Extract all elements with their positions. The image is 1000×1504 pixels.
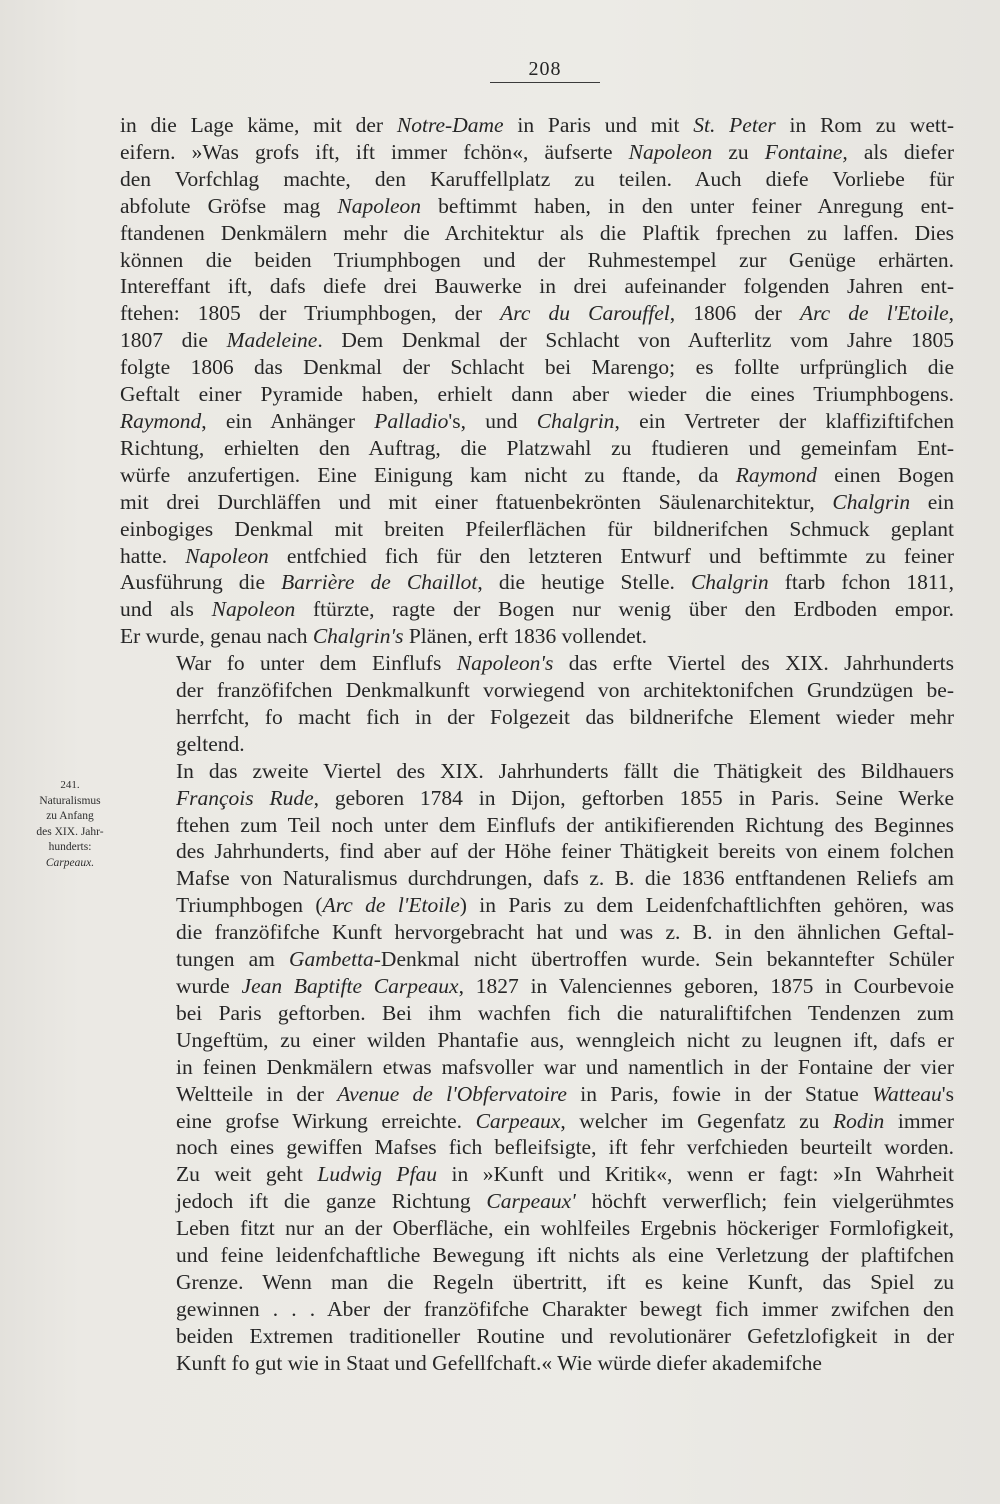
margin-note-line: des XIX. Jahr- [36, 825, 104, 838]
text-line: mit drei Durchläffen und mit einer ftatuenbekrönten Säulenarchitektur, Chalgrin ein [120, 489, 954, 514]
text-line: tungen am Gambetta-Denkmal nicht übertroffen wurde. Sein bekanntefter Schüler [176, 947, 954, 972]
text-line: Intereffant ift, dafs diefe drei Bauwerke in drei aufeinander folgenden Jahren ent- [120, 274, 954, 299]
text-line: des Jahrhunderts, find aber auf der Höhe feiner Thätigkeit bereits von einem folchen [176, 839, 954, 864]
paragraph [120, 112, 954, 650]
text-line: die franzöfifche Kunft hervorgebracht hat und was z. B. in den ähnlichen Geftal- [176, 920, 954, 945]
text-line: herrfcht, fo macht fich in der Folgezeit das bildnerifche Element wieder mehr [176, 704, 954, 729]
text-line: Richtung, erhielten den Auftrag, die Platzwahl zu ftudieren und gemeinfam Ent- [120, 435, 954, 460]
text-line: ftehen zum Teil noch unter dem Einflufs der antikifierenden Richtung des Beginnes [176, 812, 954, 837]
text-line: Kunft fo gut wie in Staat und Gefellfchaft.« Wie würde diefer akademifche [176, 1350, 822, 1375]
text-line: gewinnen . . . Aber der franzöfifche Charakter bewegt fich immer zwifchen den [176, 1296, 954, 1321]
page-number-rule [490, 82, 600, 83]
text-line: abfolute Gröfse mag Napoleon beftimmt haben, in den unter feiner Anregung ent- [120, 193, 954, 218]
text-line: Ungeftüm, zu einer wilden Phantafie aus, wenngleich nicht zu leugnen ift, dafs er [176, 1027, 954, 1052]
text-line: beiden Extremen traditioneller Routine und revolutionärer Gefetzlofigkeit in der [176, 1323, 954, 1348]
text-line: eine grofse Wirkung erreichte. Carpeaux, welcher im Gegenfatz zu Rodin immer [176, 1108, 955, 1133]
text-line: ftandenen Denkmälern mehr die Architektur als die Plaftik fprechen zu laffen. Dies [120, 220, 954, 245]
text-line: können die beiden Triumphbogen und der Ruhmestempel zur Genüge erhärten. [120, 247, 954, 272]
margin-note-line: Carpeaux. [45, 856, 95, 869]
text-line: in die Lage käme, mit der Notre-Dame in Paris und mit St. Peter in Rom zu wett- [120, 113, 954, 137]
text-line: einbogiges Denkmal mit breiten Pfeilerflächen für bildnerifchen Schmuck geplant [120, 516, 954, 541]
text-line: Leben fitzt nur an der Oberfläche, ein wohlfeiles Ergebnis höckeriger Formlofigkeit, [176, 1216, 954, 1241]
text-line: ftehen: 1805 der Triumphbogen, der Arc du Carouffel, 1806 der Arc de l'Etoile, [120, 301, 954, 326]
text-line: Mafse von Naturalismus durchdrungen, dafs z. B. die 1836 entftandenen Reliefs am [176, 866, 954, 891]
text-line: Zu weit geht Ludwig Pfau in »Kunft und Kritik«, wenn er fagt: »In Wahrheit [176, 1162, 954, 1187]
text-line: Weltteile in der Avenue de l'Obfervatoire in Paris, fowie in der Statue Watteau's [176, 1081, 954, 1106]
text-line: War fo unter dem Einflufs Napoleon's das erfte Viertel des XIX. Jahrhunderts [176, 651, 954, 676]
text-line: und als Napoleon ftürzte, ragte der Bogen nur wenig über den Erdboden empor. [120, 597, 954, 622]
margin-note-line: hunderts: [48, 841, 92, 853]
text-line: François Rude, geboren 1784 in Dijon, geftorben 1855 in Paris. Seine Werke [176, 785, 954, 810]
text-line: Geftalt einer Pyramide haben, erhielt dann aber wieder die eines Triumphbogens. [120, 382, 954, 407]
text-line: noch eines gewiffen Mafses fich befleifsigte, ift fehr verfchieden beurteilt worden. [176, 1135, 954, 1160]
text-line: würfe anzufertigen. Eine Einigung kam nicht zu ftande, da Raymond einen Bogen [120, 462, 954, 487]
text-line: in feinen Denkmälern etwas mafsvoller war und namentlich in der Fontaine der vier [176, 1054, 954, 1079]
text-line: den Vorfchlag machte, den Karuffellplatz zu teilen. Auch diefe Vorliebe für [120, 166, 954, 191]
text-line: der franzöfifchen Denkmalkunft vorwiegend von architektonifchen Grundzügen be- [176, 678, 954, 703]
text-line: eifern. »Was grofs ift, ift immer fchön«, äufserte Napoleon zu Fontaine, als diefer [120, 139, 954, 164]
text-line: Raymond, ein Anhänger Palladio's, und Chalgrin, ein Vertreter der klaffiziftifchen [120, 408, 954, 433]
text-line: Er wurde, genau nach Chalgrin's Plänen, erft 1836 vollendet. [120, 624, 648, 649]
margin-note [18, 778, 122, 871]
paragraph [120, 758, 954, 1377]
text-line: jedoch ift die ganze Richtung Carpeaux' höchft verwerflich; fein vielgerühmtes [176, 1189, 954, 1214]
text-line: geltend. [176, 731, 245, 756]
margin-note-line: zu Anfang [46, 810, 94, 822]
text-line: Grenze. Wenn man die Regeln übertritt, ift es keine Kunft, das Spiel zu [176, 1269, 954, 1294]
margin-note-number: 241. [60, 779, 80, 791]
text-line: In das zweite Viertel des XIX. Jahrhunderts fällt die Thätigkeit des Bildhauers [176, 758, 954, 783]
paragraph [120, 650, 954, 758]
margin-note-line: Naturalismus [39, 794, 101, 807]
text-line: bei Paris geftorben. Bei ihm wachfen fich die naturaliftifchen Tendenzen zum [176, 1000, 954, 1025]
text-line: 1807 die Madeleine. Dem Denkmal der Schlacht von Aufterlitz vom Jahre 1805 [120, 328, 954, 353]
text-line: und feine leidenfchaftliche Bewegung ift nichts als eine Verletzung der plaftifchen [176, 1243, 954, 1268]
body-text [120, 112, 954, 1377]
text-line: Ausführung die Barrière de Chaillot, die heutige Stelle. Chalgrin ftarb fchon 1811, [120, 570, 954, 595]
text-line: wurde Jean Baptifte Carpeaux, 1827 in Valenciennes geboren, 1875 in Courbevoie [176, 974, 954, 998]
text-line: hatte. Napoleon entfchied fich für den letzteren Entwurf und beftimmte zu feiner [120, 543, 954, 568]
text-line: Triumphbogen (Arc de l'Etoile) in Paris zu dem Leidenfchaftlichften gehören, was [176, 893, 955, 918]
text-line: folgte 1806 das Denkmal der Schlacht bei Marengo; es follte urfprünglich die [120, 355, 954, 380]
page-number: 208 [528, 58, 562, 80]
